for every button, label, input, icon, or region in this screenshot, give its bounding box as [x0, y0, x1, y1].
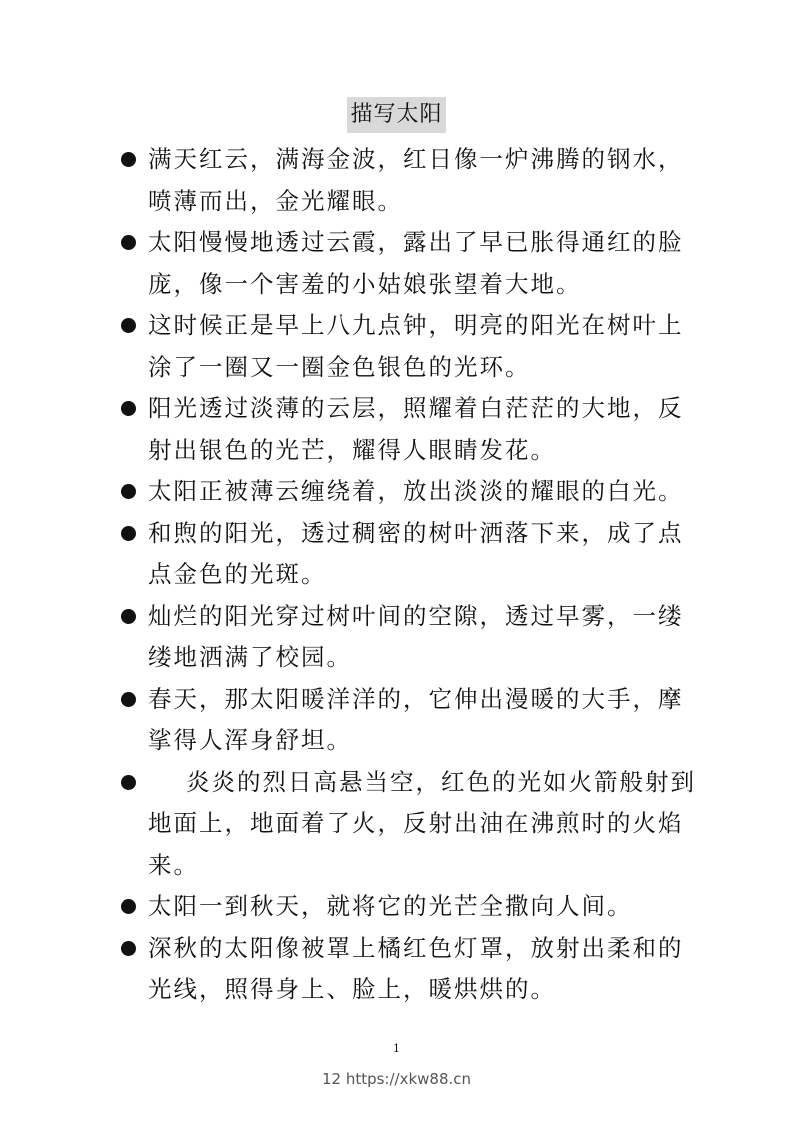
- list-item: [115, 762, 705, 887]
- bullet-icon: [121, 401, 136, 416]
- sentence-list: [115, 139, 705, 1011]
- item-text: 炎炎的烈日高悬当空，红色的光如火箭般射到地面上，地面着了火，反射出油在沸煎时的火焰来。: [148, 767, 696, 879]
- list-item: [115, 139, 705, 222]
- footer-watermark: 12 https://xkw88.cn: [321, 1070, 472, 1088]
- bullet-icon: [121, 609, 136, 624]
- item-text: 这时候正是早上八九点钟，明亮的阳光在树叶上涂了一圈又一圈金色银色的光环。: [148, 311, 684, 381]
- list-item: [115, 513, 705, 596]
- item-text: 太阳一到秋天，就将它的光芒全撒向人间。: [148, 892, 633, 920]
- bullet-icon: [121, 484, 136, 499]
- item-text: 和煦的阳光，透过稠密的树叶洒落下来，成了点点金色的光斑。: [148, 518, 684, 588]
- bullet-icon: [121, 775, 136, 790]
- document-title: 描写太阳: [347, 97, 445, 133]
- item-text: 深秋的太阳像被罩上橘红色灯罩，放射出柔和的光线，照得身上、脸上，暖烘烘的。: [148, 933, 684, 1003]
- item-text: 太阳正被薄云缠绕着，放出淡淡的耀眼的白光。: [148, 477, 684, 505]
- list-item: [115, 471, 705, 513]
- bullet-icon: [121, 899, 136, 914]
- bullet-icon: [121, 941, 136, 956]
- list-item: [115, 928, 705, 1011]
- list-item: [115, 222, 705, 305]
- item-text: 灿烂的阳光穿过树叶间的空隙，透过早雾，一缕缕地洒满了校园。: [148, 601, 684, 671]
- list-item: [115, 388, 705, 471]
- title-container: [0, 97, 793, 133]
- bullet-icon: [121, 235, 136, 250]
- list-item: [115, 679, 705, 762]
- bullet-icon: [121, 526, 136, 541]
- bullet-icon: [121, 152, 136, 167]
- item-text: 满天红云，满海金波，红日像一炉沸腾的钢水，喷薄而出，金光耀眼。: [148, 145, 684, 215]
- page-number: 1: [393, 1042, 400, 1055]
- list-item: [115, 305, 705, 388]
- item-text: 阳光透过淡薄的云层，照耀着白茫茫的大地，反射出银色的光芒，耀得人眼睛发花。: [148, 394, 684, 464]
- item-text: 春天，那太阳暖洋洋的，它伸出漫暖的大手，摩挲得人浑身舒坦。: [148, 684, 684, 754]
- list-item: [115, 886, 705, 928]
- item-text: 太阳慢慢地透过云霞，露出了早已胀得通红的脸庞，像一个害羞的小姑娘张望着大地。: [148, 228, 684, 298]
- list-item: [115, 596, 705, 679]
- bullet-icon: [121, 692, 136, 707]
- bullet-icon: [121, 318, 136, 333]
